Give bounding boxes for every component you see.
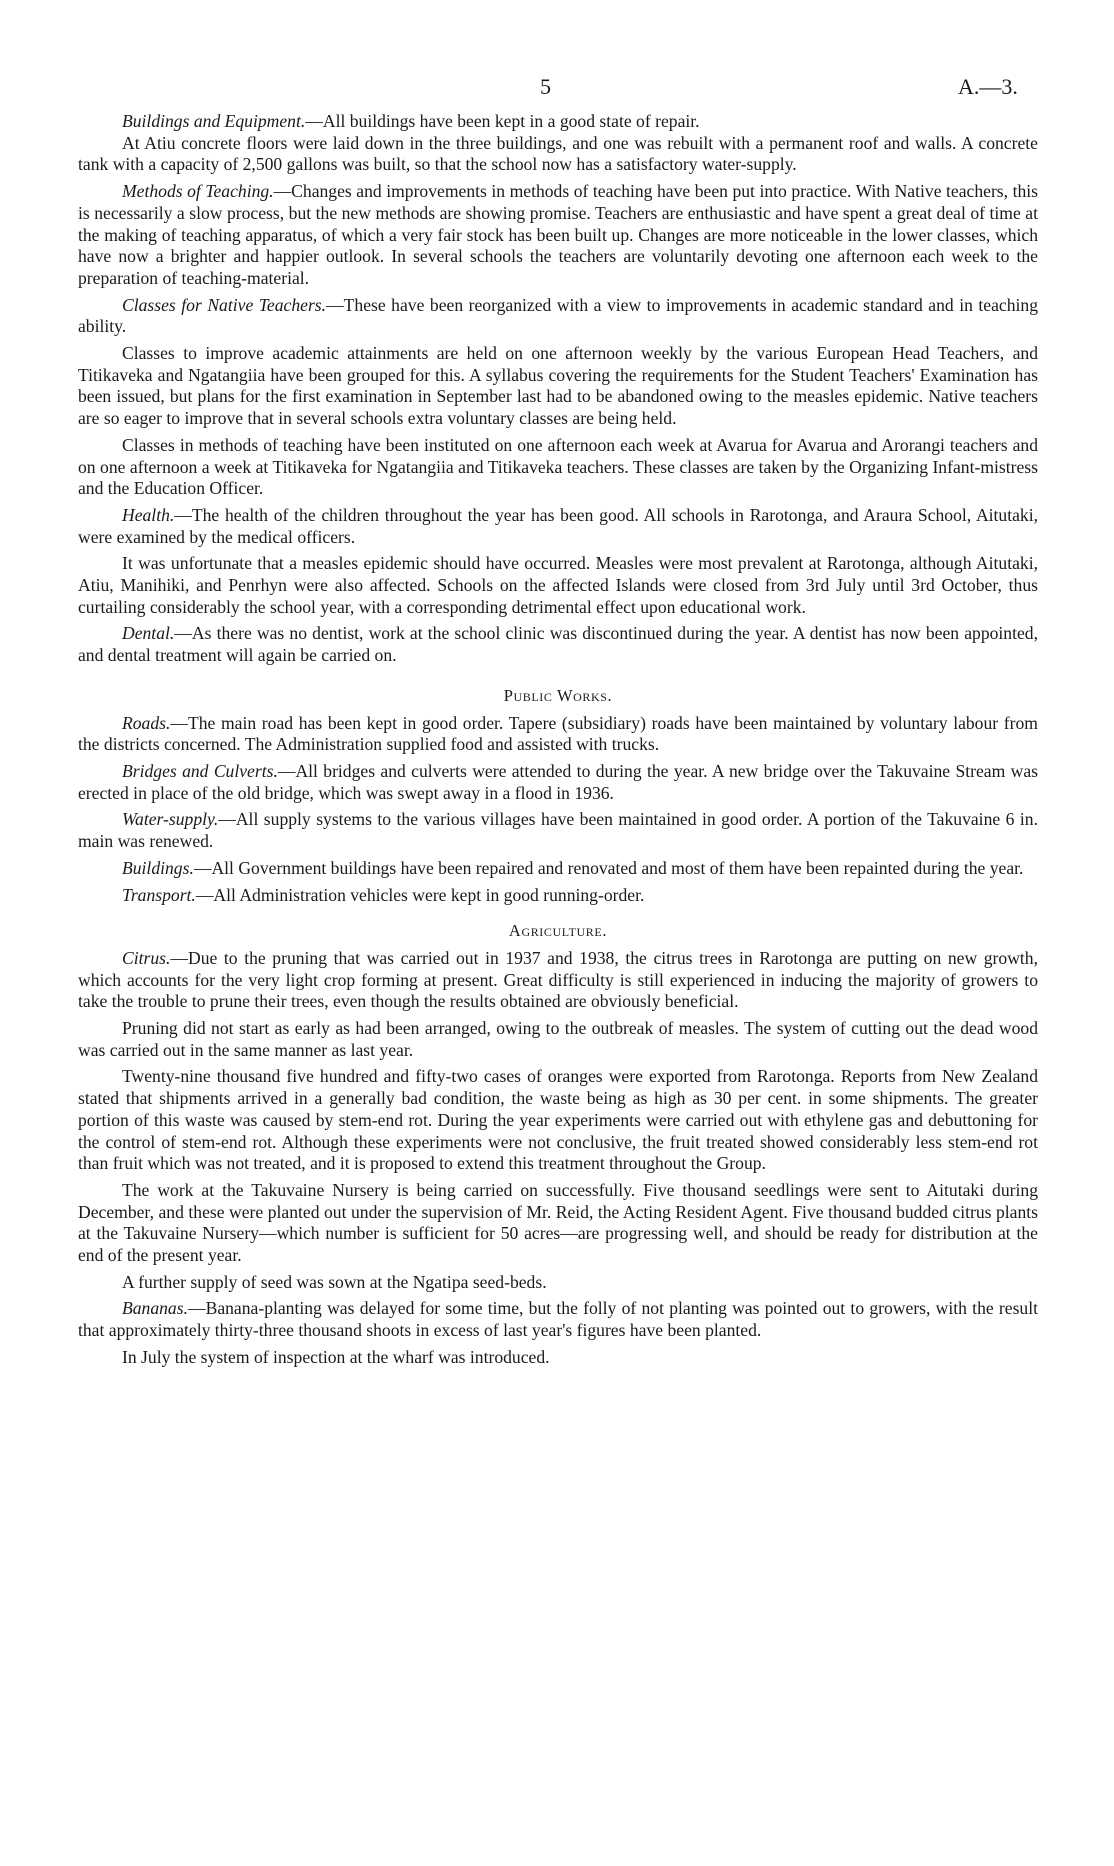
paragraph-pruning: Pruning did not start as early as had been arranged, owing to the outbreak of measles. The system of cutting out the dead wood was carried out in the same manner as last year.: [78, 1018, 1038, 1060]
paragraph-buildings-equipment: [78, 111, 1038, 133]
paragraph-bananas: [78, 1298, 1038, 1341]
paragraph-water-supply: [78, 809, 1038, 852]
paragraph-lead: Citrus.: [122, 947, 171, 968]
paragraph-text: —All Government buildings have been repaired and renovated and most of them have been repainted during the year.: [193, 857, 1024, 878]
paragraph-wharf-inspection: In July the system of inspection at the wharf was introduced.: [122, 1346, 550, 1367]
paragraph-text: —As there was no dentist, work at the school clinic was discontinued during the year. A dentist has now been appointed, and dental treatment will again be carried on.: [78, 623, 1038, 666]
paragraph-bridges: [78, 761, 1038, 804]
paragraph-nursery: The work at the Takuvaine Nursery is being carried on successfully. Five thousand seedlings were sent to Aitutaki during December, and these were planted out under the supervision of Mr. Reid, the Acting Resident Agent. Five thousand budded citrus plants at the Takuvaine Nursery—which number is sufficient for 50 acres—are progressing well, and should be ready for distribution at the end of the present year.: [78, 1179, 1038, 1266]
page-body: [78, 111, 1038, 1374]
paragraph-text: —The health of the children throughout the year has been good. All schools in Rarotonga, and Araura School, Aitutaki, were examined by the medical officers.: [78, 504, 1038, 547]
page-header: [0, 74, 1114, 102]
paragraph-text: —These have been reorganized with a view to improvements in academic standard and in teaching ability.: [78, 294, 1038, 337]
paragraph-measles: It was unfortunate that a measles epidemic should have occurred. Measles were most prevalent at Rarotonga, although Aitutaki, Atiu, Manihiki, and Penrhyn were also affected. Schools on the affected Islands were closed from 3rd July until 3rd October, thus curtailing considerably the school year, with a corresponding detrimental effect upon educational work.: [78, 553, 1038, 617]
paragraph-lead: Health.: [122, 504, 175, 525]
section-heading-public-works: Public Works.: [503, 685, 613, 705]
paragraph-health: [78, 505, 1038, 548]
paragraph-atiu-buildings: At Atiu concrete floors were laid down in the three buildings, and one was rebuilt with a permanent roof and walls. A concrete tank with a capacity of 2,500 gallons was built, so that the school now has a satisfactory water-supply.: [78, 132, 1038, 175]
paragraph-lead: Bananas.: [122, 1298, 188, 1319]
paragraph-text: —Changes and improvements in methods of teaching have been put into practice. With Native teachers, this is necessarily a slow process, but the new methods are showing promise. Teachers are enthusiastic and have spent a great deal of time at the making of teaching apparatus, of which a very fair stock has been built up. Changes are more noticeable in the lower classes, which have now a brighter and happier outlook. In several schools the teachers are voluntarily devoting one afternoon each week to the preparation of teaching-material.: [78, 181, 1038, 288]
paragraph-text: —All buildings have been kept in a good state of repair.: [305, 111, 700, 131]
paragraph-classes-methods: Classes in methods of teaching have been instituted on one afternoon each week at Avarua for Avarua and Arorangi teachers and on one afternoon a week at Titikaveka for Ngatangiia and Titikaveka teachers. These classes are taken by the Organizing Infant-mistress and the Education Officer.: [78, 434, 1038, 499]
paragraph-text: —The main road has been kept in good order. Tapere (subsidiary) roads have been maintained by voluntary labour from the districts concerned. The Administration supplied food and assisted with trucks.: [78, 712, 1038, 755]
paragraph-lead: Bridges and Culverts.: [122, 760, 278, 781]
paragraph-dental: [78, 623, 1038, 666]
paragraph-citrus: [78, 948, 1038, 1013]
page-number: 5: [540, 74, 551, 99]
paragraph-lead: Buildings.: [122, 857, 194, 878]
paragraph-orange-exports: Twenty-nine thousand five hundred and fifty-two cases of oranges were exported from Rarotonga. Reports from New Zealand stated that shipments arrived in a generally bad condition, the waste being as high as 30 per cent. in some shipments. The greater portion of this waste was caused by stem-end rot. During the year experiments were carried out with ethylene gas and debuttoning for the control of stem-end rot. Although these experiments were not conclusive, the fruit treated showed considerably less stem-end rot than fruit which was not treated, and it is proposed to extend this treatment throughout the Group.: [78, 1066, 1038, 1174]
paragraph-lead: Roads.: [122, 712, 171, 733]
paragraph-text: —All Administration vehicles were kept in good running-order.: [195, 884, 645, 905]
paragraph-classes-academic: Classes to improve academic attainments are held on one afternoon weekly by the various European Head Teachers, and Titikaveka and Ngatangiia have been grouped for this. A syllabus covering the requirements for the Student Teachers' Examination has been issued, but plans for the first examination in September last had to be abandoned owing to the measles epidemic. Native teachers are so eager to improve that in several schools extra voluntary classes are being held.: [78, 343, 1038, 429]
paragraph-roads: [78, 713, 1038, 756]
paragraph-methods-teaching: [78, 181, 1038, 290]
paragraph-transport: [78, 885, 1038, 907]
paragraph-text: —All bridges and culverts were attended to during the year. A new bridge over the Takuvaine Stream was erected in place of the old bridge, which was swept away in a flood in 1936.: [78, 760, 1038, 803]
paragraph-text: —Banana-planting was delayed for some time, but the folly of not planting was pointed out to growers, with the result that approximately thirty-three thousand shoots in excess of last year's figures have been planted.: [78, 1298, 1038, 1341]
paragraph-lead: Transport.: [122, 884, 196, 905]
paragraph-text: —Due to the pruning that was carried out in 1937 and 1938, the citrus trees in Rarotonga are putting on new growth, which accounts for the very light crop forming at present. Great difficulty is still experienced in inducing the majority of growers to take the trouble to prune their trees, even though the results obtained are obviously beneficial.: [78, 947, 1038, 1012]
document-reference: A.—3.: [958, 74, 1018, 99]
paragraph-text: —All supply systems to the various villages have been maintained in good order. A portion of the Takuvaine 6 in. main was renewed.: [78, 809, 1038, 852]
paragraph-lead: Buildings and Equipment.: [122, 111, 306, 131]
paragraph-lead: Dental.: [122, 623, 175, 644]
paragraph-government-buildings: [78, 858, 1038, 880]
paragraph-seed-beds: A further supply of seed was sown at the Ngatipa seed-beds.: [122, 1271, 547, 1292]
paragraph-classes-native-teachers: [78, 295, 1038, 338]
paragraph-lead: Water-supply.: [122, 809, 219, 830]
paragraph-lead: Classes for Native Teachers.: [122, 294, 327, 315]
section-heading-agriculture: Agriculture.: [508, 921, 608, 941]
paragraph-lead: Methods of Teaching.: [122, 181, 274, 202]
